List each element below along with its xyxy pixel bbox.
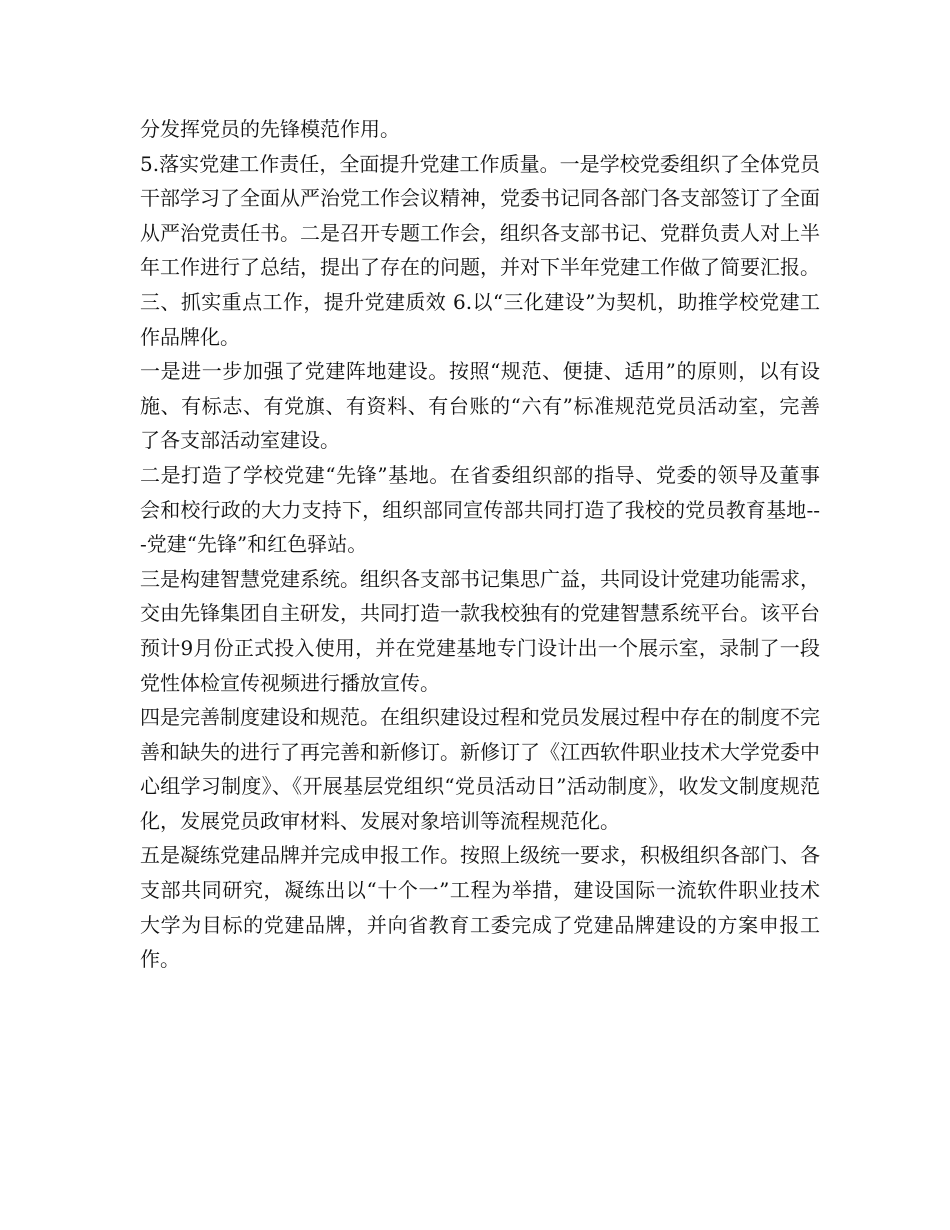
document-body	[140, 112, 820, 977]
paragraph-item-5: 5.落实党建工作责任，全面提升党建工作质量。一是学校党委组织了全体党员干部学习了全面从严治党工作会议精神，党委书记同各部门各支部签订了全面从严治党责任书。二是召开专题工作会，组织各支部书记、党群负责人对上半年工作进行了总结，提出了存在的问题，并对下半年党建工作做了简要汇报。	[140, 151, 820, 280]
paragraph-section-3-heading: 三、抓实重点工作，提升党建质效 6.以“三化建设”为契机，助推学校党建工作品牌化。	[140, 289, 820, 349]
paragraph-point-1: 一是进一步加强了党建阵地建设。按照“规范、便捷、适用”的原则，以有设施、有标志、有党旗、有资料、有台账的“六有”标准规范党员活动室，完善了各支部活动室建设。	[140, 359, 820, 453]
paragraph-continuation: 分发挥党员的先锋模范作用。	[140, 117, 400, 141]
paragraph-point-4: 四是完善制度建设和规范。在组织建设过程和党员发展过程中存在的制度不完善和缺失的进行了再完善和新修订。新修订了《江西软件职业技术大学党委中心组学习制度》、《开展基层党组织“党员活动日”活动制度》，收发文制度规范化，发展党员政审材料、发展对象培训等流程规范化。	[140, 705, 820, 833]
paragraph-point-2: 二是打造了学校党建“先锋”基地。在省委组织部的指导、党委的领导及董事会和校行政的大力支持下，组织部同宣传部共同打造了我校的党员教育基地---党建“先锋”和红色驿站。	[140, 462, 820, 557]
paragraph-point-5: 五是凝练党建品牌并完成申报工作。按照上级统一要求，积极组织各部门、各支部共同研究，凝练出以“十个一”工程为举措，建设国际一流软件职业技术大学为目标的党建品牌，并向省教育工委完成了党建品牌建设的方案申报工作。	[140, 843, 820, 972]
paragraph-point-3: 三是构建智慧党建系统。组织各支部书记集思广益，共同设计党建功能需求，交由先锋集团自主研发，共同打造一款我校独有的党建智慧系统平台。该平台预计9月份正式投入使用，并在党建基地专门设计出一个展示室，录制了一段党性体检宣传视频进行播放宣传。	[140, 566, 820, 695]
